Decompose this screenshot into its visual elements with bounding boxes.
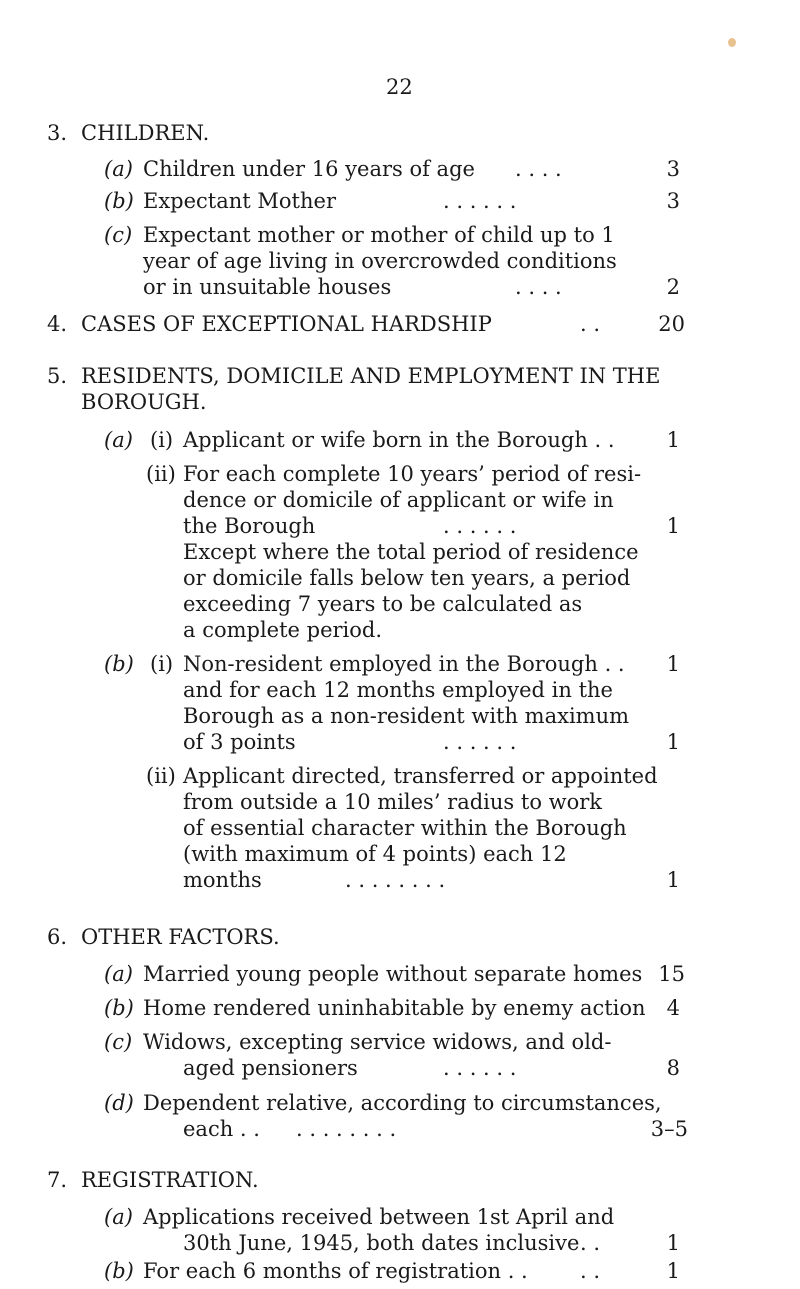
item-points: 1: [666, 1259, 680, 1283]
item-text: of 3 points: [183, 730, 296, 754]
item-points: 1: [666, 652, 680, 676]
section-number: 7.: [47, 1168, 68, 1192]
section-number: 5.: [47, 364, 68, 388]
item-points: 3: [666, 157, 680, 181]
leader-dots: . .: [580, 1259, 601, 1283]
item-points: 2: [666, 275, 680, 299]
item-text: dence or domicile of applicant or wife in: [183, 488, 614, 512]
item-label: (b): [104, 652, 134, 676]
section-title: BOROUGH.: [81, 390, 207, 414]
ink-spot: [728, 38, 736, 47]
item-text: from outside a 10 miles’ radius to work: [183, 790, 603, 814]
item-text: and for each 12 months employed in the: [183, 678, 613, 702]
item-sublabel: (i): [150, 428, 174, 452]
item-text: or in unsuitable houses: [143, 275, 392, 299]
item-text: Married young people without separate homes: [143, 962, 643, 986]
item-text: the Borough: [183, 514, 316, 538]
leader-dots: . . . . . .: [443, 189, 517, 213]
section-title: REGISTRATION.: [81, 1168, 259, 1192]
leader-dots: . . . . . .: [443, 730, 517, 754]
item-label: (a): [104, 157, 133, 181]
leader-dots: . . . . . . . .: [345, 868, 446, 892]
item-label: (a): [104, 1205, 133, 1229]
item-text: year of age living in overcrowded conditions: [143, 249, 617, 273]
item-points: 1: [666, 1231, 680, 1255]
item-points: 3–5: [650, 1117, 688, 1141]
item-label: (d): [104, 1091, 134, 1115]
item-sublabel: (ii): [146, 764, 176, 788]
leader-dots: . . . .: [515, 275, 562, 299]
section-title: CHILDREN.: [81, 121, 210, 145]
item-points: 1: [666, 514, 680, 538]
item-label: (b): [104, 189, 134, 213]
item-label: (a): [104, 962, 133, 986]
leader-dots: . .: [580, 1231, 601, 1255]
item-label: (c): [104, 1030, 133, 1054]
leader-dots: . . . . . .: [443, 514, 517, 538]
section-number: 3.: [47, 121, 68, 145]
note-text: a complete period.: [183, 618, 383, 642]
item-text: Home rendered uninhabitable by enemy action: [143, 996, 646, 1020]
item-text: For each complete 10 years’ period of resi-: [183, 462, 642, 486]
section-title: CASES OF EXCEPTIONAL HARDSHIP: [81, 312, 492, 336]
item-text: Expectant Mother: [143, 189, 336, 213]
item-label: (b): [104, 996, 134, 1020]
item-points: 4: [666, 996, 680, 1020]
item-text: Non-resident employed in the Borough . .: [183, 652, 625, 676]
leader-dots: . .: [580, 312, 601, 336]
leader-dots: . . . . . .: [443, 1056, 517, 1080]
section-number: 6.: [47, 925, 68, 949]
item-points: 20: [658, 312, 685, 336]
section-title: OTHER FACTORS.: [81, 925, 280, 949]
item-points: 8: [666, 1056, 680, 1080]
item-text: Borough as a non-resident with maximum: [183, 704, 630, 728]
item-points: 1: [666, 730, 680, 754]
item-text: Dependent relative, according to circumstances,: [143, 1091, 662, 1115]
section-title: RESIDENTS, DOMICILE AND EMPLOYMENT IN THE: [81, 364, 661, 388]
item-text: Applicant directed, transferred or appointed: [183, 764, 658, 788]
note-text: or domicile falls below ten years, a period: [183, 566, 631, 590]
item-text: (with maximum of 4 points) each 12: [183, 842, 567, 866]
item-label: (c): [104, 223, 133, 247]
leader-dots: . . . .: [515, 157, 562, 181]
note-text: exceeding 7 years to be calculated as: [183, 592, 583, 616]
item-points: 1: [666, 868, 680, 892]
item-text: 30th June, 1945, both dates inclusive: [183, 1231, 580, 1255]
item-text: aged pensioners: [183, 1056, 358, 1080]
item-text: months: [183, 868, 262, 892]
item-label: (a): [104, 428, 133, 452]
item-label: (b): [104, 1259, 134, 1283]
item-text: Widows, excepting service widows, and old-: [143, 1030, 612, 1054]
note-text: Except where the total period of residence: [183, 540, 639, 564]
item-text: Children under 16 years of age: [143, 157, 475, 181]
item-points: 3: [666, 189, 680, 213]
page-number: 22: [386, 75, 413, 99]
item-text: Expectant mother or mother of child up to 1: [143, 223, 615, 247]
item-sublabel: (i): [150, 652, 174, 676]
item-points: 1: [666, 428, 680, 452]
item-text: For each 6 months of registration . .: [143, 1259, 528, 1283]
item-points: 15: [658, 962, 685, 986]
item-text: each . .: [183, 1117, 260, 1141]
item-text: of essential character within the Borough: [183, 816, 627, 840]
item-sublabel: (ii): [146, 462, 176, 486]
item-text: Applicant or wife born in the Borough . .: [183, 428, 615, 452]
item-text: Applications received between 1st April and: [143, 1205, 615, 1229]
section-number: 4.: [47, 312, 68, 336]
leader-dots: . . . . . . . .: [296, 1117, 397, 1141]
